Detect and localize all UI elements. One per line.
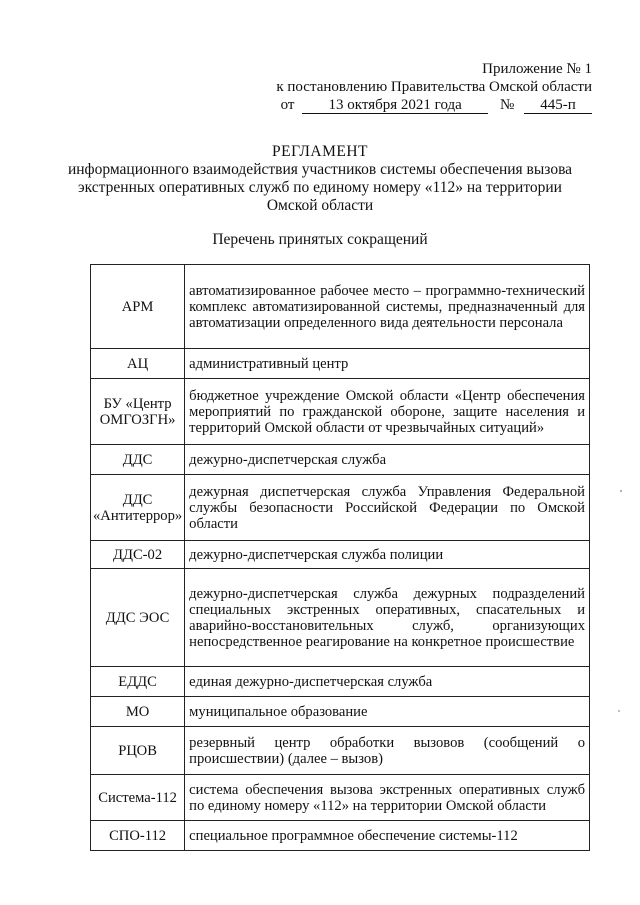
- number-label: №: [499, 97, 515, 113]
- table-row: [91, 445, 590, 475]
- approval-block: [276, 60, 592, 114]
- definition-cell: резервный центр обработки вызовов (сообщений о происшествии) (далее – вызов): [185, 727, 590, 775]
- table-row: [91, 265, 590, 349]
- table-row: [91, 697, 590, 727]
- abbreviation-cell: ЕДДС: [91, 667, 185, 697]
- table-row: [91, 727, 590, 775]
- title-line-2: информационного взаимодействия участников системы обеспечения вызова: [67, 161, 573, 178]
- abbreviation-cell: АРМ: [91, 265, 185, 349]
- resolution-label: к постановлению Правительства Омской области: [276, 79, 592, 95]
- title-main: РЕГЛАМЕНТ: [271, 143, 368, 160]
- table-row: [91, 569, 590, 667]
- definition-cell: административный центр: [185, 349, 590, 379]
- abbreviation-cell: ДДС ЭОС: [91, 569, 185, 667]
- table-row: [91, 349, 590, 379]
- scan-speck: [618, 710, 620, 712]
- abbreviation-cell: РЦОВ: [91, 727, 185, 775]
- definition-cell: дежурно-диспетчерская служба дежурных подразделений специальных экстренных оперативных, спасательных и аварийно-восстановительных служб, организующих непосредственное реагирование на конкретное происшествие: [185, 569, 590, 667]
- definition-cell: автоматизированное рабочее место – программно-технический комплекс автоматизированной системы, предназначенный для автоматизации определенного вида деятельности персонала: [185, 265, 590, 349]
- abbreviation-cell: АЦ: [91, 349, 185, 379]
- abbreviation-cell: МО: [91, 697, 185, 727]
- abbreviation-cell: ДДС-02: [91, 541, 185, 569]
- abbreviations-heading: Перечень принятых сокращений: [212, 231, 428, 248]
- title-line-4: Омской области: [266, 197, 374, 214]
- definition-cell: единая дежурно-диспетчерская служба: [185, 667, 590, 697]
- table-row: [91, 667, 590, 697]
- resolution-date-line: [276, 96, 592, 114]
- from-label: от: [280, 97, 295, 113]
- scan-speck: [620, 490, 622, 492]
- definition-cell: специальное программное обеспечение системы-112: [185, 821, 590, 851]
- document-title: [60, 143, 580, 215]
- resolution-number: 445-п: [524, 97, 592, 114]
- resolution-date: 13 октября 2021 года: [302, 97, 488, 114]
- abbreviations-table: [90, 264, 590, 851]
- abbreviation-cell: ДДС: [91, 445, 185, 475]
- abbreviation-cell: ДДС «Антитеррор»: [91, 475, 185, 541]
- abbreviation-cell: Система-112: [91, 775, 185, 821]
- definition-cell: дежурно-диспетчерская служба полиции: [185, 541, 590, 569]
- table-row: [91, 541, 590, 569]
- definition-cell: бюджетное учреждение Омской области «Центр обеспечения мероприятий по гражданской обороне, защите населения и территорий Омской области от чрезвычайных ситуаций»: [185, 379, 590, 445]
- definition-cell: дежурно-диспетчерская служба: [185, 445, 590, 475]
- table-row: [91, 821, 590, 851]
- abbreviation-cell: БУ «Центр ОМГОЗГН»: [91, 379, 185, 445]
- definition-cell: муниципальное образование: [185, 697, 590, 727]
- appendix-label: Приложение № 1: [482, 61, 592, 77]
- table-row: [91, 379, 590, 445]
- definition-cell: дежурная диспетчерская служба Управления Федеральной службы безопасности Российской Федерации по Омской области: [185, 475, 590, 541]
- table-row: [91, 775, 590, 821]
- title-line-3: экстренных оперативных служб по единому номеру «112» на территории: [78, 179, 562, 196]
- abbreviation-cell: СПО-112: [91, 821, 185, 851]
- table-row: [91, 475, 590, 541]
- definition-cell: система обеспечения вызова экстренных оперативных служб по единому номеру «112» на территории Омской области: [185, 775, 590, 821]
